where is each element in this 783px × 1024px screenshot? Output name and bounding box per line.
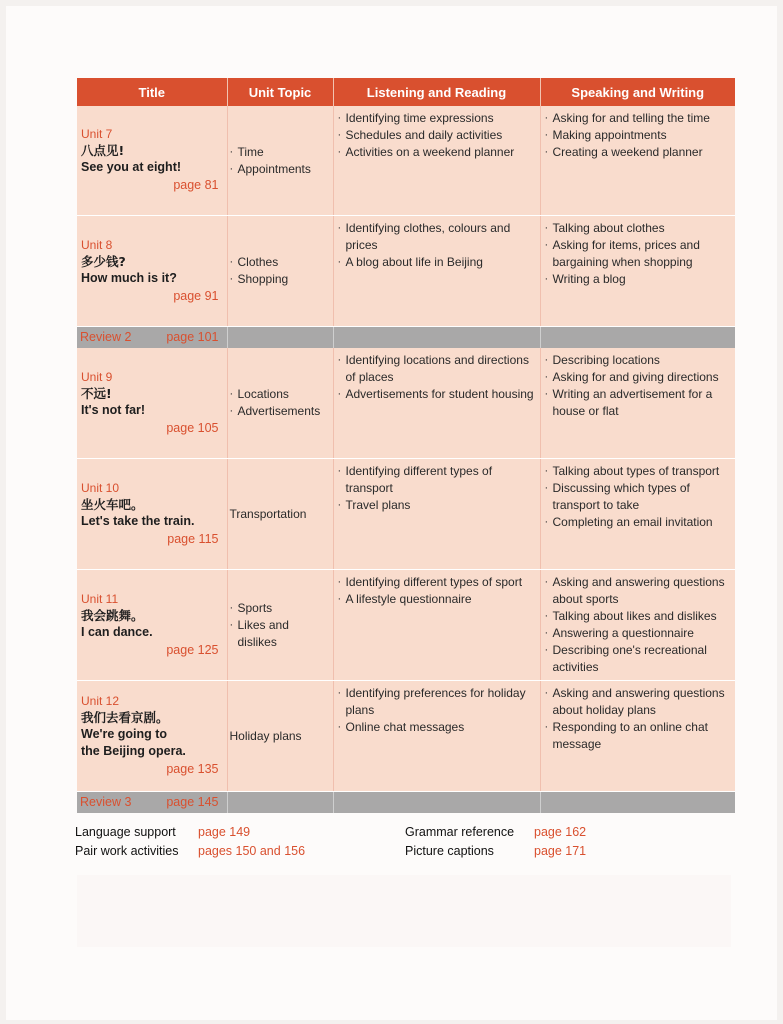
unit-page-ref: page 81 <box>173 178 219 192</box>
bullet-icon: · <box>337 687 342 699</box>
list-item <box>230 617 331 651</box>
list-item <box>230 161 331 178</box>
unit-number: Unit 8 <box>81 237 113 252</box>
item-text: Shopping <box>237 272 289 286</box>
item-text: Discussing which types of transport to take <box>552 481 690 512</box>
list-item <box>545 625 734 642</box>
unit-topic-list <box>230 106 331 215</box>
item-text: Time <box>237 144 264 159</box>
bullet-icon: · <box>337 721 342 733</box>
bullet-icon: · <box>337 354 342 366</box>
bullet-icon: · <box>337 465 342 477</box>
list-item <box>338 254 538 271</box>
listening-reading-cell <box>333 570 540 681</box>
list-item <box>338 110 538 127</box>
list-item <box>230 144 331 161</box>
bullet-icon: · <box>544 112 549 124</box>
bullet-icon: · <box>337 112 342 124</box>
list-item <box>338 220 538 254</box>
header-listening-reading: Listening and Reading <box>333 78 540 106</box>
review-row <box>77 327 735 349</box>
unit-chinese-title: 不远! <box>81 385 112 401</box>
bullet-icon: · <box>337 388 342 400</box>
unit-page-ref: page 115 <box>167 531 219 546</box>
unit-row <box>77 216 735 327</box>
unit-page-ref: page 125 <box>166 642 219 657</box>
list-item <box>338 719 538 736</box>
unit-topic-cell <box>227 106 333 216</box>
item-text: Identifying locations and directions of places <box>345 353 529 384</box>
unit-title-cell <box>77 348 227 459</box>
item-text: Asking for and telling the time <box>552 111 710 125</box>
review-row <box>77 792 735 814</box>
unit-title-block[interactable] <box>81 459 219 569</box>
item-text: Holiday plans <box>229 728 302 743</box>
list-item <box>230 728 331 745</box>
list-item <box>230 271 331 288</box>
unit-number: Unit 10 <box>81 480 120 495</box>
item-text: Advertisements for student housing <box>345 387 534 401</box>
unit-topic-cell <box>227 681 333 792</box>
unit-row <box>77 106 735 216</box>
unit-title-block[interactable] <box>81 570 219 680</box>
bullet-icon: · <box>544 721 549 733</box>
bullet-icon: · <box>544 239 549 251</box>
unit-topic-list <box>230 570 331 680</box>
list-item <box>230 506 331 523</box>
speaking-writing-cell <box>540 216 735 327</box>
item-text: Locations <box>237 387 289 401</box>
unit-title-cell <box>77 106 227 216</box>
faint-band <box>77 875 731 947</box>
list-item <box>545 110 734 127</box>
bullet-icon: · <box>544 371 549 383</box>
unit-page-ref: page 91 <box>173 288 219 303</box>
list-item <box>545 608 734 625</box>
bullet-icon: · <box>544 388 549 400</box>
review-label: Review 3 <box>80 795 132 809</box>
item-text: Sports <box>237 600 273 615</box>
item-text: Asking and answering questions about sports <box>552 575 725 606</box>
list-item <box>545 685 734 719</box>
list-item <box>545 220 734 237</box>
contents-table <box>77 78 735 813</box>
review-empty-cell <box>227 792 333 814</box>
header-speaking-writing: Speaking and Writing <box>540 78 735 106</box>
item-text: Identifying clothes, colours and prices <box>345 221 511 252</box>
unit-title-block[interactable] <box>81 681 219 791</box>
unit-topic-list <box>230 348 331 458</box>
footer-right <box>405 823 586 861</box>
item-text: Activities on a weekend planner <box>345 145 515 159</box>
footer-left <box>75 823 305 861</box>
bullet-icon: · <box>544 482 549 494</box>
item-text: Describing one's recreational activities <box>552 643 707 674</box>
item-text: Online chat messages <box>345 720 465 734</box>
list-item <box>545 369 734 386</box>
listening-reading-list <box>338 574 538 608</box>
item-text: Clothes <box>237 255 279 269</box>
list-item <box>338 386 538 403</box>
bullet-icon: · <box>337 593 342 605</box>
unit-row <box>77 681 735 792</box>
item-text: Schedules and daily activities <box>345 128 503 142</box>
unit-title-block[interactable] <box>81 348 219 458</box>
list-item <box>230 254 331 271</box>
list-item <box>338 591 538 608</box>
bullet-icon: · <box>544 222 549 234</box>
unit-title-cell <box>77 459 227 570</box>
list-item <box>545 144 734 161</box>
item-text: Creating a weekend planner <box>552 145 703 159</box>
bullet-icon: · <box>544 146 549 158</box>
bullet-icon: · <box>544 465 549 477</box>
item-text: Asking for items, prices and bargaining when shopping <box>552 238 700 269</box>
list-item <box>338 574 538 591</box>
unit-english-title: Let's take the train. <box>81 513 195 528</box>
review-label-block <box>77 327 227 348</box>
item-text: Describing locations <box>552 353 660 367</box>
unit-topic-cell <box>227 570 333 681</box>
listening-reading-list <box>338 110 538 161</box>
list-item <box>338 463 538 497</box>
unit-number: Unit 11 <box>81 591 119 606</box>
unit-number: Unit 12 <box>81 694 120 708</box>
unit-chinese-title: 坐火车吧。 <box>81 496 144 512</box>
unit-chinese-title: 我们去看京剧。 <box>81 710 169 725</box>
unit-topic-list <box>230 216 331 326</box>
item-text: Identifying different types of transport <box>345 464 493 495</box>
bullet-icon: · <box>544 644 549 656</box>
bullet-icon: · <box>337 129 342 141</box>
listening-reading-cell <box>333 216 540 327</box>
bullet-icon: · <box>544 627 549 639</box>
footer-link-language-support[interactable]: Language support page 149 <box>75 825 251 839</box>
item-text: Responding to an online chat message <box>552 720 708 751</box>
list-item <box>545 642 734 676</box>
bullet-icon: · <box>229 162 234 175</box>
unit-title-block[interactable] <box>81 106 219 215</box>
list-item <box>545 386 734 420</box>
bullet-icon: · <box>337 222 342 234</box>
list-item <box>545 514 734 531</box>
item-text: Advertisements <box>237 404 321 418</box>
speaking-writing-list <box>545 220 734 288</box>
speaking-writing-cell <box>540 570 735 681</box>
header-title: Title <box>77 78 227 106</box>
list-item <box>338 352 538 386</box>
footer-link-grammar-reference[interactable]: Grammar reference page 162 <box>405 825 587 839</box>
unit-title-cell <box>77 570 227 681</box>
list-item <box>545 574 734 608</box>
item-text: Writing an advertisement for a house or flat <box>552 387 713 418</box>
speaking-writing-list <box>545 352 734 420</box>
list-item <box>230 386 331 403</box>
unit-chinese-title: 我会跳舞。 <box>81 607 144 623</box>
speaking-writing-cell <box>540 459 735 570</box>
speaking-writing-list <box>545 574 734 676</box>
item-text: Identifying preferences for holiday plans <box>345 686 526 717</box>
list-item <box>545 271 734 288</box>
bullet-icon: · <box>544 687 549 699</box>
list-item <box>545 237 734 271</box>
item-text: Identifying different types of sport <box>345 575 523 589</box>
listening-reading-cell <box>333 106 540 216</box>
speaking-writing-cell <box>540 348 735 459</box>
table-header-row <box>77 78 735 106</box>
item-text: Talking about clothes <box>552 221 665 235</box>
unit-topic-cell <box>227 459 333 570</box>
unit-english-title: I can dance. <box>81 624 153 639</box>
speaking-writing-list <box>545 110 734 161</box>
speaking-writing-list <box>545 685 734 753</box>
unit-number: Unit 7 <box>81 127 113 141</box>
unit-english-title: We're going to <box>81 727 168 741</box>
speaking-writing-list <box>545 463 734 531</box>
listening-reading-cell <box>333 348 540 459</box>
unit-row <box>77 459 735 570</box>
review-label: Review 2 <box>80 330 132 344</box>
footer-link-pair-work[interactable]: Pair work activities pages 150 and 156 <box>75 844 306 858</box>
list-item <box>338 127 538 144</box>
listening-reading-list <box>338 220 538 271</box>
bullet-icon: · <box>229 145 234 158</box>
bullet-icon: · <box>544 354 549 366</box>
list-item <box>545 463 734 480</box>
list-item <box>230 403 331 420</box>
review-label-block <box>77 792 227 813</box>
bullet-icon: · <box>544 576 549 588</box>
bullet-icon: · <box>544 129 549 141</box>
bullet-icon: · <box>337 499 342 511</box>
item-text: Travel plans <box>345 498 411 512</box>
listening-reading-list <box>338 352 538 403</box>
bullet-icon: · <box>229 405 234 417</box>
listening-reading-cell <box>333 459 540 570</box>
item-text: Answering a questionnaire <box>552 626 694 640</box>
bullet-icon: · <box>229 601 234 614</box>
unit-title-cell <box>77 216 227 327</box>
header-unit-topic: Unit Topic <box>227 78 333 106</box>
listening-reading-list <box>338 463 538 514</box>
bullet-icon: · <box>544 516 549 528</box>
listening-reading-cell <box>333 681 540 792</box>
bullet-icon: · <box>544 610 549 622</box>
unit-topic-cell <box>227 348 333 459</box>
list-item <box>338 685 538 719</box>
list-item <box>545 480 734 514</box>
bullet-icon: · <box>229 256 234 268</box>
bullet-icon: · <box>337 146 342 158</box>
review-page-ref: page 101 <box>166 330 219 344</box>
bullet-icon: · <box>337 256 342 268</box>
item-text: Asking and answering questions about holiday plans <box>552 686 725 717</box>
review-cell[interactable] <box>77 792 227 814</box>
unit-page-ref: page 105 <box>166 420 219 435</box>
bullet-icon: · <box>229 388 234 400</box>
item-text: A blog about life in Beijing <box>345 255 483 269</box>
bullet-icon: · <box>544 273 549 285</box>
item-text: Completing an email invitation <box>552 515 713 529</box>
unit-english-title: See you at eight! <box>81 160 182 174</box>
unit-row <box>77 570 735 681</box>
unit-title-cell <box>77 681 227 792</box>
list-item <box>338 497 538 514</box>
list-item <box>545 352 734 369</box>
item-text: Writing a blog <box>552 272 626 286</box>
unit-topic-cell <box>227 216 333 327</box>
item-text: Talking about likes and dislikes <box>552 609 717 623</box>
item-text: Identifying time expressions <box>345 111 494 125</box>
bullet-icon: · <box>337 576 342 588</box>
review-empty-cell <box>540 327 735 349</box>
unit-row <box>77 348 735 459</box>
listening-reading-list <box>338 685 538 736</box>
item-text: Asking for and giving directions <box>552 370 719 384</box>
item-text: Talking about types of transport <box>552 464 720 478</box>
unit-topic-list <box>230 681 331 791</box>
list-item <box>230 600 331 617</box>
unit-topic-list <box>230 459 331 569</box>
unit-chinese-title: 多少钱? <box>81 253 126 269</box>
unit-chinese-title: 八点见! <box>81 143 125 158</box>
item-text: Transportation <box>229 506 307 521</box>
item-text: Making appointments <box>552 128 667 142</box>
bullet-icon: · <box>229 618 234 631</box>
list-item <box>545 127 734 144</box>
bullet-icon: · <box>229 273 234 285</box>
review-cell[interactable] <box>77 327 227 349</box>
review-page-ref: page 145 <box>166 795 219 809</box>
unit-title-block[interactable] <box>81 216 219 326</box>
review-empty-cell <box>333 327 540 349</box>
unit-english-title: the Beijing opera. <box>81 744 186 758</box>
speaking-writing-cell <box>540 681 735 792</box>
speaking-writing-cell <box>540 106 735 216</box>
review-empty-cell <box>540 792 735 814</box>
review-empty-cell <box>227 327 333 349</box>
item-text: Likes and dislikes <box>237 617 289 649</box>
list-item <box>545 719 734 753</box>
unit-page-ref: page 135 <box>166 762 219 776</box>
review-empty-cell <box>333 792 540 814</box>
unit-english-title: How much is it? <box>81 270 177 285</box>
list-item <box>338 144 538 161</box>
unit-english-title: It's not far! <box>81 402 146 417</box>
item-text: A lifestyle questionnaire <box>345 592 472 606</box>
item-text: Appointments <box>237 161 311 176</box>
footer-link-picture-captions[interactable]: Picture captions page 171 <box>405 844 587 858</box>
unit-number: Unit 9 <box>81 369 113 384</box>
